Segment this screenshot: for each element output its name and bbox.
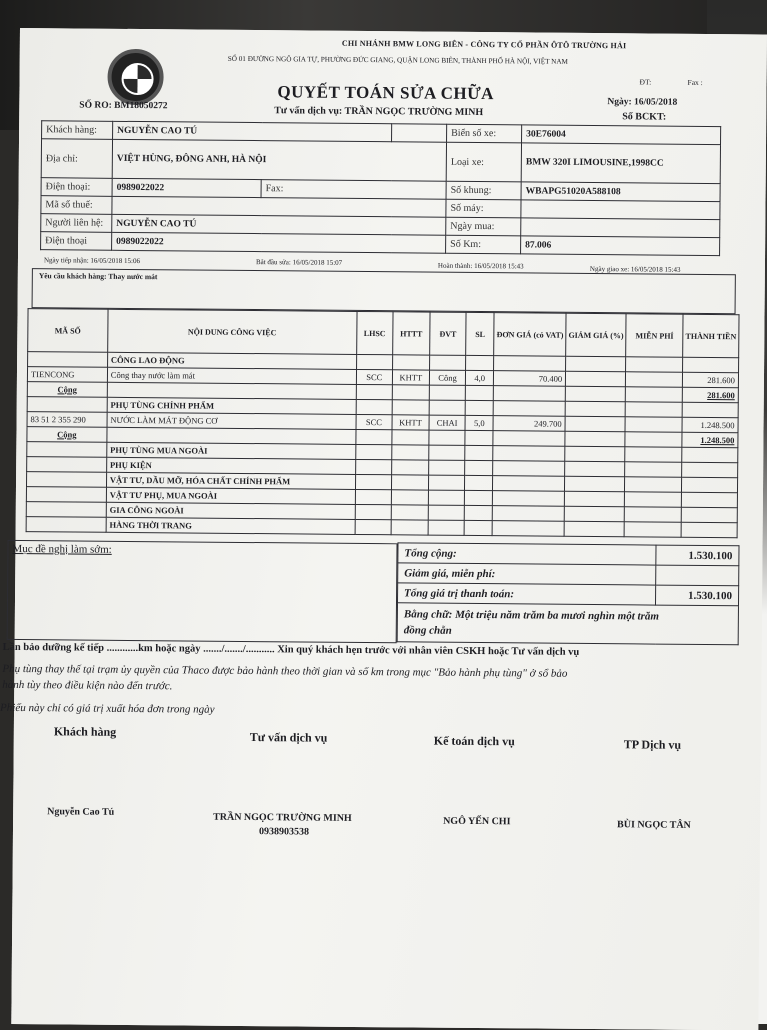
col-lhsc: LHSC [356,311,393,354]
advisor-phone: 0938903538 [258,826,310,838]
col-unit: ĐVT [430,312,467,355]
bckt-number: Số BCKT: [622,111,667,123]
item-lhsc: SCC [356,369,392,384]
item-unit: CHAI [429,415,466,430]
item-unit: Công [429,370,466,385]
payment-value: 1.530.100 [655,585,738,606]
subtotal-label: Cộng [27,382,107,398]
request-box [32,268,736,314]
item-price: 249.700 [493,416,565,432]
item-qty: 4,0 [466,370,494,385]
contact-label: Người liên hệ: [41,214,112,233]
plate-value: 30E76004 [522,125,721,145]
item-code: TIENCONG [27,367,107,383]
recommend-label: Mục đề nghị làm sớm: [12,542,112,556]
recommend-box [7,540,398,643]
item-description: Công thay nước làm mát [107,367,356,384]
customer-vehicle-table [40,120,721,256]
col-total: THÀNH TIỀN [683,314,739,357]
phone-value: 0989022022 [112,178,261,197]
plate-label: Biển số xe: [447,124,522,143]
subtotal-value: 1.248.500 [682,432,738,447]
col-free: MIỄN PHÍ [626,314,683,357]
company-name: CHI NHÁNH BMW LONG BIÊN - CÔNG TY CỔ PHẦN ÔTÔ TRƯỜNG HẢI [341,38,627,51]
received-time: Ngày tiếp nhận: 16/05/2018 15:06 [43,256,141,266]
contact-value: NGUYỄN CAO TÚ [112,214,446,235]
item-lhsc: SCC [356,414,392,429]
invoice-note: Phiếu này chỉ có giá trị xuất hóa đơn trong ngày [0,701,215,716]
phone-label-field: Điện thoại: [41,178,112,197]
labor-header: CÔNG LAO ĐỘNG [107,352,356,369]
accountant-signature-title: Kế toán dịch vụ [433,733,515,749]
fax-field-label: Fax: [261,180,446,200]
item-qty: 5,0 [465,415,493,430]
amount-in-words-line2: đồng chẵn [403,624,452,637]
vehicle-type-value: BMW 320I LIMOUSINE,1998CC [521,143,720,184]
purchase-date-label: Ngày mua: [446,217,521,236]
manager-signature-title: TP Dịch vụ [623,737,682,752]
repair-invoice-paper [0,28,767,1030]
subtotal-value: 281.600 [682,387,738,402]
chassis-value: WBAPG51020A588108 [521,182,720,202]
km-label: Số Km: [446,235,521,254]
fax-label: Fax : [687,77,703,87]
item-price: 70.400 [494,371,566,387]
item-description: NƯỚC LÀM MÁT ĐỘNG CƠ [107,412,356,429]
col-description: NỘI DUNG CÔNG VIỆC [108,309,357,354]
col-httt: HTTT [393,312,430,355]
address-value: VIỆT HÙNG, ĐÔNG ANH, HÀ NỘI [112,139,446,181]
document-title: QUYẾT TOÁN SỬA CHỮA [277,82,495,104]
customer-request: Yêu cầu khách hàng: Thay nước mát [38,271,158,282]
next-service-note: Lần bảo dưỡng kế tiếp ............km hoặc ngày ......./......./........... Xin quý khách hẹn trước với nhân viên CSKH hoặc Tư vấn dịch vụ [2,641,580,658]
phone-label: ĐT: [639,77,652,87]
tax-label: Mã số thuế: [41,196,112,215]
manager-signature-name: BÙI NGỌC TÂN [617,819,691,831]
fashion-header: HÀNG THỜI TRANG [106,517,355,534]
chassis-label: Số khung: [446,181,521,200]
col-code: MÃ SỐ [28,309,108,353]
supplies-header: VẬT TƯ PHỤ, MUA NGOÀI [106,487,355,504]
start-time: Bắt đầu sửa: 16/05/2018 15:07 [255,258,343,267]
sum-label: Tổng cộng: [398,543,656,565]
advisor-signature-title: Tư vấn dịch vụ [249,730,328,745]
sum-value: 1.530.100 [656,545,739,566]
advisor-signature-name: TRẦN NGỌC TRƯỜNG MINH [213,811,352,824]
item-code: 83 51 2 355 290 [27,412,107,428]
customer-label: Khách hàng: [42,121,113,140]
warranty-note-line2: hành tùy theo điều kiện nào đến trước. [2,678,173,693]
col-discount: GIẢM GIÁ (%) [566,313,626,357]
phone2-value: 0989022022 [112,232,446,253]
totals-table [397,542,740,645]
document-date: Ngày: 16/05/2018 [607,97,678,108]
oils-header: VẬT TƯ, DẦU MỠ, HÓA CHẤT CHÍNH PHẨM [106,472,355,489]
item-httt: KHTT [392,415,429,430]
engine-label: Số máy: [446,199,521,218]
outsourcing-header: GIA CÔNG NGOÀI [106,502,355,519]
parts-header: PHỤ TÙNG CHÍNH PHẨM [107,397,356,414]
col-price: ĐƠN GIÁ (có VAT) [494,313,566,357]
amount-in-words [397,603,738,645]
km-value: 87.006 [521,236,720,256]
work-items-table [26,308,740,538]
done-time: Hoàn thành: 16/05/2018 15:43 [437,261,524,271]
customer-signature-title: Khách hàng [53,724,117,739]
delivery-time: Ngày giao xe: 16/05/2018 15:43 [589,264,681,274]
accessories-header: PHỤ KIỆN [106,457,355,474]
warranty-note-line1: Phụ tùng thay thế tại trạm ủy quyền của Thaco được bảo hành theo thời gian và số km trong mục "Bảo hành phụ tùng" ở sổ bảo [2,662,568,680]
item-total: 1.248.500 [682,417,738,432]
phone2-label: Điện thoại [41,232,112,251]
address-label: Địa chỉ: [41,139,112,179]
vehicle-type-label: Loại xe: [446,142,521,182]
subtotal-label: Cộng [27,427,107,443]
outside-parts-header: PHỤ TÙNG MUA NGOÀI [107,442,356,459]
item-total: 281.600 [683,372,739,387]
item-httt: KHTT [392,370,429,385]
customer-signature-name: Nguyễn Cao Tú [47,806,115,818]
col-qty: SL [466,312,494,355]
amount-in-words-line1: Bằng chữ: Một triệu năm trăm ba mươi nghìn một trăm [403,608,659,623]
customer-value: NGUYỄN CAO TÚ [113,121,392,141]
bmw-logo [107,49,163,105]
ro-number: SỐ RO: BM18050272 [79,100,168,112]
discount-label: Giảm giá, miễn phí: [398,563,656,585]
company-address: SỐ 01 ĐƯỜNG NGÔ GIA TỰ, PHƯỜNG ĐỨC GIANG, QUẬN LONG BIÊN, THÀNH PHỐ HÀ NỘI, VIỆT NAM [227,54,568,66]
accountant-signature-name: NGÔ YẾN CHI [443,815,511,828]
payment-label: Tổng giá trị thanh toán: [397,583,655,605]
advisor-line: Tư vấn dịch vụ: TRẦN NGỌC TRƯỜNG MINH [274,105,484,119]
